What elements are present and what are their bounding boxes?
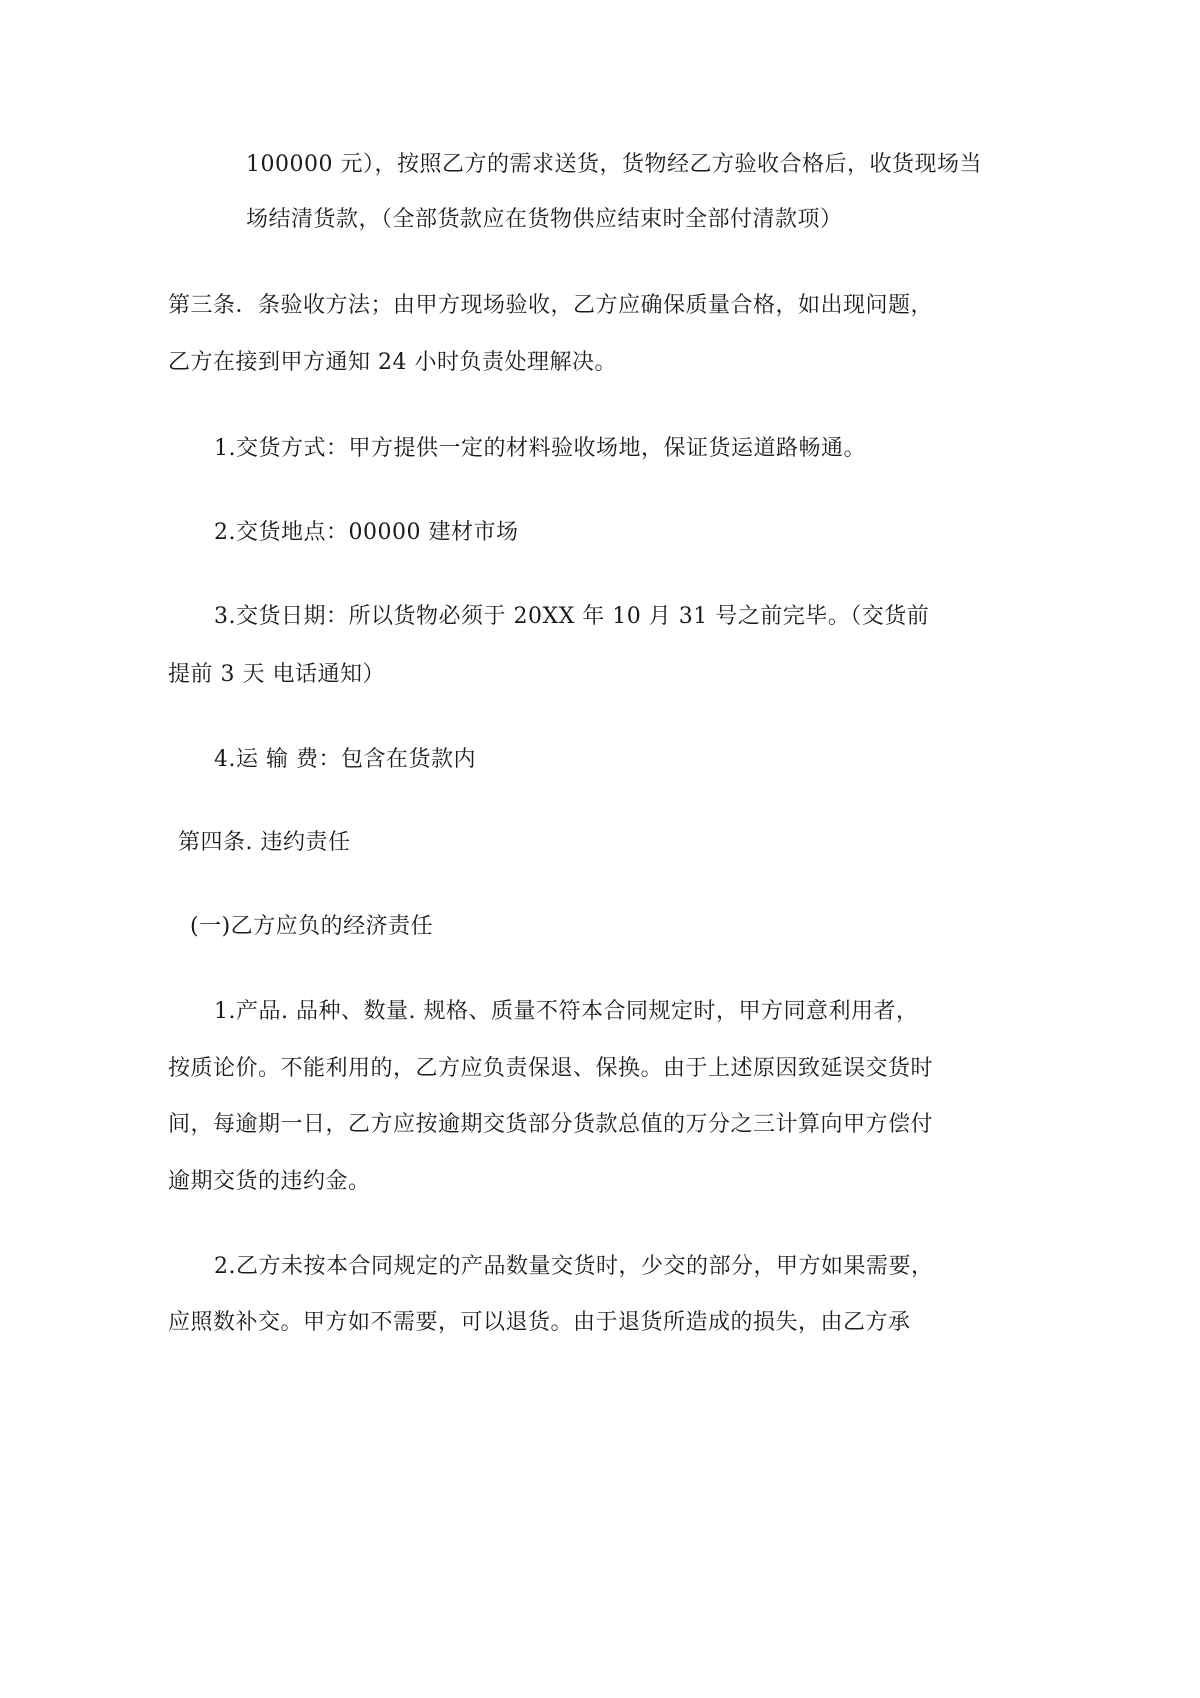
clause-1-line-1: 1.产品. 品种、数量. 规格、质量不符本合同规定时，甲方同意利用者，: [214, 999, 919, 1024]
payment-terms-line-1: 100000 元），按照乙方的需求送货，货物经乙方验收合格后，收货现场当: [246, 152, 982, 177]
article-3-line-2: 乙方在接到甲方通知 24 小时负责处理解决。: [168, 350, 617, 375]
payment-terms-line-2: 场结清货款，（全部货款应在货物供应结束时全部付清款项）: [246, 207, 843, 232]
delivery-method-item: 1.交货方式：甲方提供一定的材料验收场地，保证货运道路畅通。: [214, 436, 866, 461]
clause-1-line-2: 按质论价。不能利用的，乙方应负责保退、保换。由于上述原因致延误交货时: [168, 1056, 934, 1081]
clause-1-line-3: 间，每逾期一日，乙方应按逾期交货部分货款总值的万分之三计算向甲方偿付: [168, 1112, 934, 1137]
article-4-heading: 第四条. 违约责任: [178, 830, 351, 855]
clause-2-line-2: 应照数补交。甲方如不需要，可以退货。由于退货所造成的损失，由乙方承: [168, 1310, 911, 1335]
clause-2-line-1: 2.乙方未按本合同规定的产品数量交货时，少交的部分，甲方如果需要，: [214, 1254, 934, 1279]
delivery-date-item-line-2: 提前 3 天 电话通知）: [168, 662, 385, 687]
article-3-line-1: 第三条．条验收方法；由甲方现场验收，乙方应确保质量合格，如出现问题，: [168, 293, 934, 318]
freight-item: 4.运 输 费：包含在货款内: [214, 747, 476, 772]
delivery-date-item-line-1: 3.交货日期：所以货物必须于 20XX 年 10 月 31 号之前完毕。（交货前: [214, 604, 930, 629]
clause-1-line-4: 逾期交货的违约金。: [168, 1169, 371, 1194]
article-4-subheading: (一)乙方应负的经济责任: [190, 914, 434, 939]
delivery-location-item: 2.交货地点：00000 建材市场: [214, 520, 519, 545]
